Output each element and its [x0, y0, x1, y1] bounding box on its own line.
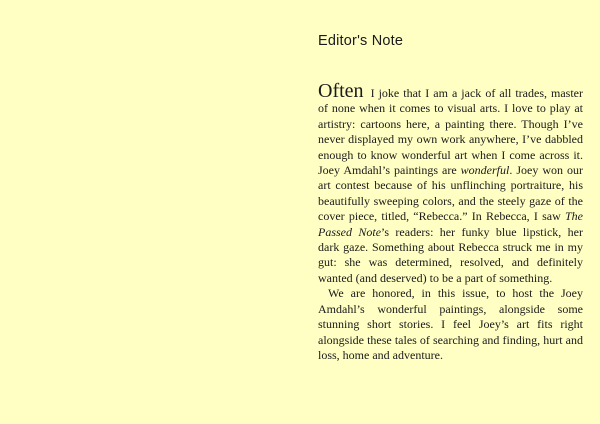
paragraph-1-text-b: . Joey won our art contest because of his unflinching portraiture, his beautifully sweeping colors, and the steely gaze of the cover piece, titled, “Rebecca.” In Rebecca, I saw	[318, 163, 583, 224]
emphasis-publication-title: The Passed Note	[318, 209, 583, 239]
emphasis-wonderful: wonderful	[460, 163, 510, 178]
paragraph-1-text-c: ’s readers: her funky blue lipstick, her dark gaze. Something about Rebecca struck me in my gut: she was determined, resolved, and definitely wanted (and deserved) to be a part of something.	[318, 224, 583, 285]
paragraph-1	[318, 80, 583, 286]
paragraph-2: We are honored, in this issue, to host the Joey Amdahl’s wonderful paintings, alongside some stunning short stories. I feel Joey’s art fits right alongside these tales of searching and finding, hurt and loss, home and adventure.	[318, 286, 583, 362]
lead-word: Often	[318, 80, 364, 102]
editors-note-body	[318, 80, 583, 363]
paragraph-1-text-a: I joke that I am a jack of all trades, master of none when it comes to visual arts. I love to play at artistry: cartoons here, a painting there. Though I’ve never displayed my own work anywhere, I’ve dabbled enough to know wonderful art when I come across it. Joey Amdahl’s paintings are	[318, 86, 583, 178]
page-title: Editor's Note	[318, 33, 404, 49]
